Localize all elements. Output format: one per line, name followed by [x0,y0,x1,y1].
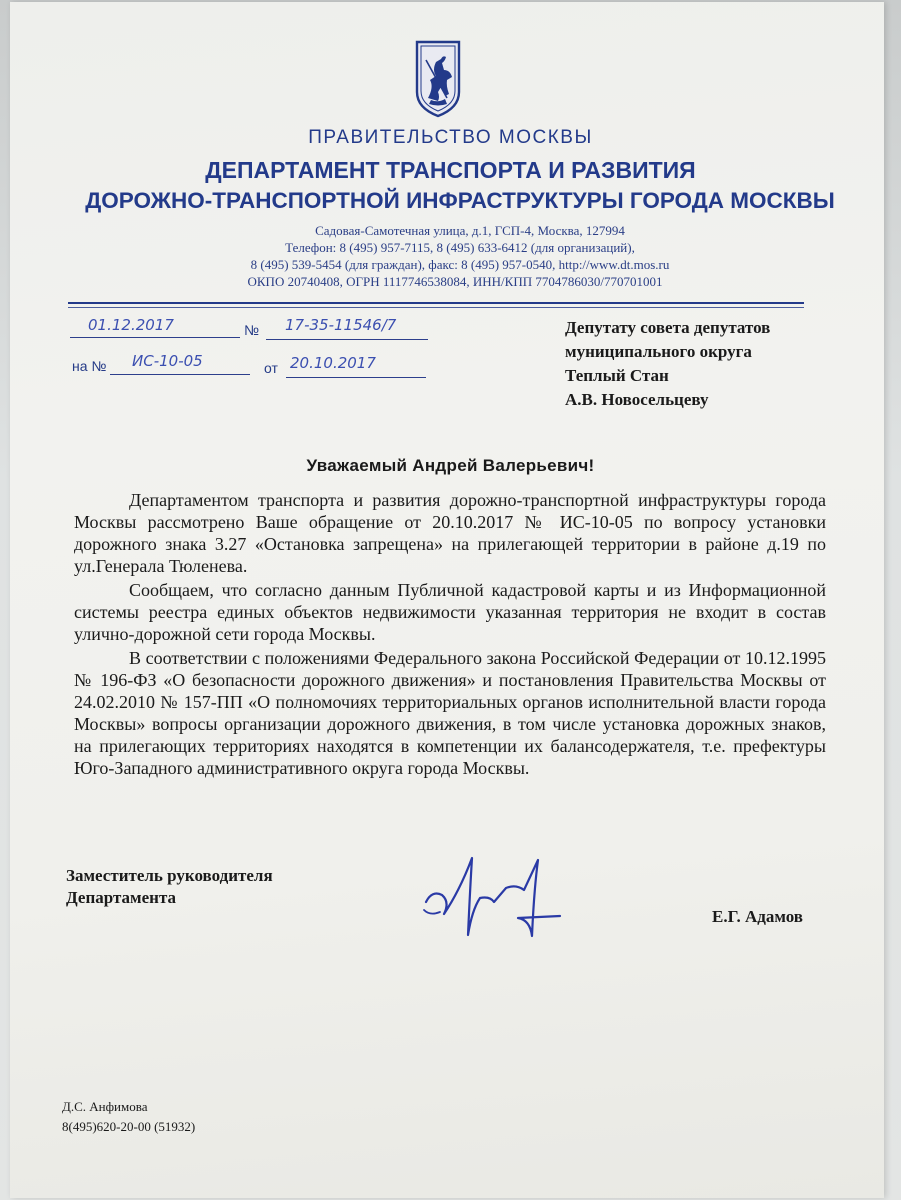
body-paragraph: Департаментом транспорта и развития дорожно-транспортной инфраструктуры города Москвы рассмотрено Ваше обращение от 20.10.2017 № ИС-10-05 по вопросу установки дорожного знака 3.27 «Остановка запрещена» на прилегающей территории в районе д.19 по ул.Генерала Тюленева. [74,490,826,576]
date-underline [70,337,240,338]
in-reply-date-underline [286,377,426,378]
signer-name: Е.Г. Адамов [712,907,803,926]
registration-date: 01.12.2017 [88,316,174,334]
signer-position [66,865,273,909]
government-name: ПРАВИТЕЛЬСТВО МОСКВЫ [308,127,593,148]
in-reply-date: 20.10.2017 [290,354,376,372]
addressee-line: Теплый Стан [565,366,669,385]
executor-name: Д.С. Анфимова [62,1099,148,1114]
letter-body [74,489,826,779]
from-label: от [264,360,278,376]
addressee-line: муниципального округа [565,342,752,361]
registration-number: 17-35-11546/7 [285,316,397,334]
signer-position-line: Департамента [66,888,177,907]
in-reply-number: ИС-10-05 [132,352,203,370]
executor-block [62,1097,195,1137]
signer-position-line: Заместитель руководителя [66,866,273,885]
executor-phone: 8(495)620-20-00 (51932) [62,1119,196,1134]
registry-codes-line: ОКПО 20740408, ОГРН 1117746538084, ИНН/КПП 7704786030/770701001 [247,274,663,289]
addressee-block [565,316,865,412]
department-name-line2: ДОРОЖНО-ТРАНСПОРТНОЙ ИНФРАСТРУКТУРЫ ГОРОДА МОСКВЫ [85,188,835,213]
department-name-line1: ДЕПАРТАМЕНТ ТРАНСПОРТА И РАЗВИТИЯ [205,157,696,183]
address-line: Садовая-Самотечная улица, д.1, ГСП-4, Москва, 127994 [315,223,625,238]
moscow-coat-of-arms-icon [414,40,462,118]
body-paragraph: В соответствии с положениями Федерального закона Российской Федерации от 10.12.1995 № 196-ФЗ «О безопасности дорожного движения» и постановления Правительства Москвы от 24.02.2010 № 157-ПП «О полномочиях территориальных органов исполнительной власти города Москвы» вопросы организации дорожного движения, в том числе установка дорожных знаков, на прилегающих территориях находятся в компетенции их балансодержателя, т.е. префектуры Юго-Западного административного округа города Москвы. [74,648,826,778]
number-label: № [244,322,260,338]
phone-line: Телефон: 8 (495) 957-7115, 8 (495) 633-6412 (для организаций), [285,240,635,255]
phone-fax-web-line: 8 (495) 539-5454 (для граждан), факс: 8 (495) 957-0540, http://www.dt.mos.ru [250,257,670,272]
letterhead-rule-thick [68,302,804,304]
greeting: Уважаемый Андрей Валерьевич! [306,456,595,475]
in-reply-label: на № [72,358,107,374]
body-paragraph: Сообщаем, что согласно данным Публичной кадастровой карты и из Информационной системы реестра единых объектов недвижимости указанная территория не входит в состав улично-дорожной сети города Москвы. [74,580,826,644]
letterhead-rule-thin [68,307,804,308]
number-underline [266,339,428,340]
addressee-line: Депутату совета депутатов [565,318,771,337]
handwritten-signature [420,850,570,950]
addressee-line: А.В. Новосельцеву [565,390,709,409]
in-reply-underline [110,374,250,375]
